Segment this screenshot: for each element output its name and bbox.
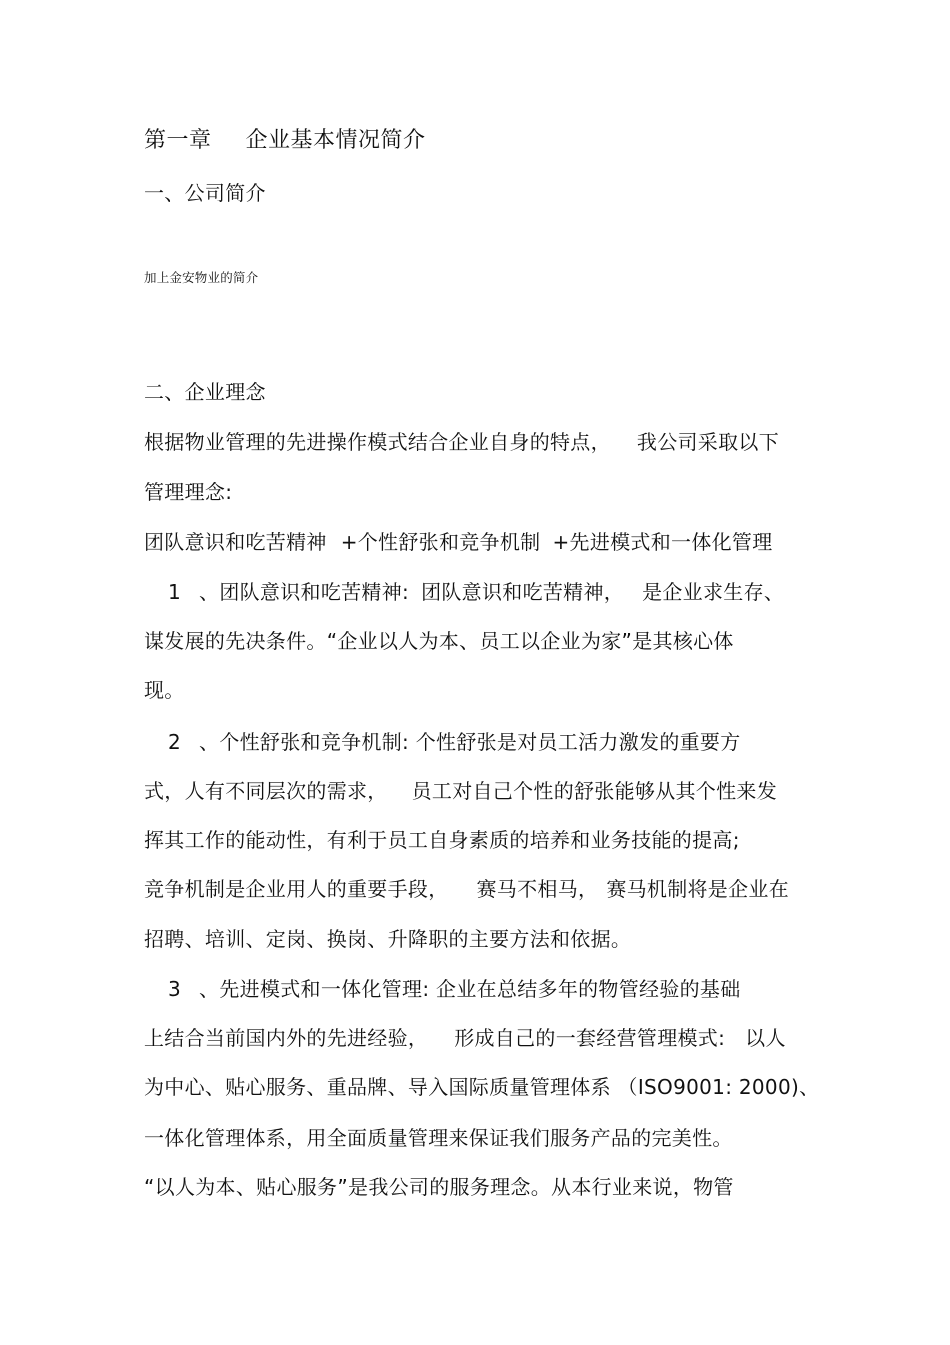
item-text: 竞争机制是企业用人的重要手段，: [144, 877, 449, 901]
paragraph-line: 管理理念:: [144, 480, 233, 504]
item-text: 赛马不相马，: [476, 877, 599, 901]
item-number: 2: [168, 730, 182, 754]
paragraph-line: [144, 1025, 786, 1051]
section-heading-philosophy: 二、企业理念: [144, 380, 266, 404]
motto-line: [144, 529, 773, 555]
paragraph-line: 谋发展的先决条件。“企业以人为本、员工以企业为家”是其核心体: [144, 629, 734, 653]
paragraph-line: [168, 729, 741, 755]
item-text: 赛马机制将是企业在: [606, 877, 790, 901]
item-text: 、先进模式和一体化管理: 企业在总结多年的物管经验的基础: [199, 977, 741, 1001]
item-text: 式，人有不同层次的需求，: [144, 779, 388, 803]
paragraph-line: [168, 579, 784, 605]
item-text: 、团队意识和吃苦精神:: [199, 580, 410, 604]
item-text: 、个性舒张和竞争机制: 个性舒张是对员工活力激发的重要方: [199, 730, 741, 754]
paragraph-line: [168, 976, 741, 1002]
intro-text: 根据物业管理的先进操作模式结合企业自身的特点，: [144, 430, 611, 454]
paragraph-line: 现。: [144, 678, 185, 702]
chapter-title: [144, 128, 426, 154]
section-heading-company-intro: 一、公司简介: [144, 181, 266, 205]
item-text: 形成自己的一套经营管理模式:: [454, 1026, 726, 1050]
paragraph-line: 挥其工作的能动性，有利于员工自身素质的培养和业务技能的提高;: [144, 828, 740, 852]
paragraph-line: [144, 429, 779, 455]
paragraph-line: [144, 876, 789, 902]
paragraph-line: 一体化管理体系，用全面质量管理来保证我们服务产品的完美性。: [144, 1126, 733, 1150]
chapter-number: 第一章: [144, 128, 212, 153]
item-text: 以人: [745, 1026, 786, 1050]
item-text: 员工对自己个性的舒张能够从其个性来发: [411, 779, 778, 803]
item-text: 是企业求生存、: [642, 580, 785, 604]
placeholder-note: 加上金安物业的简介: [144, 270, 259, 285]
item-number: 3: [168, 977, 182, 1001]
motto-part: +个性舒张和竞争机制: [340, 530, 541, 554]
item-number: 1: [168, 580, 182, 604]
item-text: 团队意识和吃苦精神，: [421, 580, 625, 604]
intro-text: 我公司采取以下: [636, 430, 780, 454]
paragraph-line: “以人为本、贴心服务”是我公司的服务理念。从本行业来说，物管: [144, 1175, 734, 1199]
chapter-name: 企业基本情况简介: [245, 128, 426, 153]
motto-part: +先进模式和一体化管理: [552, 530, 773, 554]
item-text: 上结合当前国内外的先进经验，: [144, 1026, 429, 1050]
paragraph-line: [144, 778, 777, 804]
paragraph-line: 为中心、贴心服务、重品牌、导入国际质量管理体系 （ISO9001: 2000)、: [144, 1075, 820, 1099]
motto-part: 团队意识和吃苦精神: [144, 530, 327, 554]
paragraph-line: 招聘、培训、定岗、换岗、升降职的主要方法和依据。: [144, 927, 632, 951]
